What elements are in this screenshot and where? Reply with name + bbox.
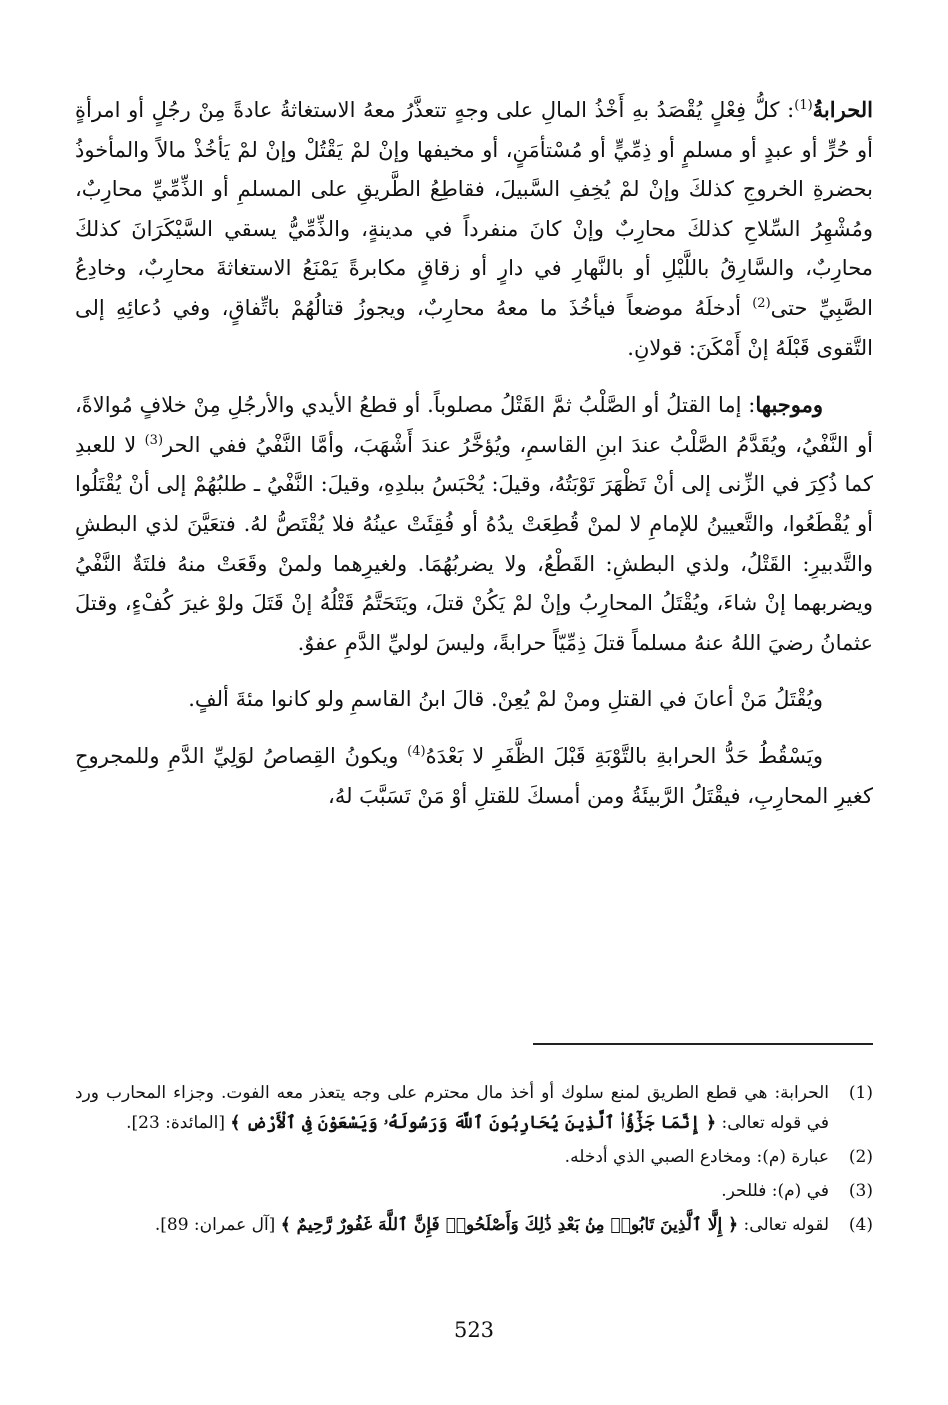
- footnote-number: (2): [848, 1147, 873, 1167]
- paragraph-punishment: [75, 385, 873, 663]
- paragraph-text: : كلُّ فِعْلٍ يُقْصَدُ بهِ أَخْذُ المالِ على وجهٍ تتعذَّرُ معهُ الاستغاثةُ عادةً مِنْ رجُلٍ أو امرأةٍ أو حُرٍّ أو عبدٍ أو مسلمٍ أو ذِمِّيٍّ أو مُسْتأمَنٍ، أو مخيفها وإنْ لمْ يَقْتُلْ وإنْ لمْ يَأخُذْ مالاً والمأخوذُ بحضرةِ الخروجِ كذلكَ وإنْ لمْ يُخِفِ السَّبيلَ، فقاطِعُ الطَّريقِ على المسلمِ أو الذِّمِّيِّ محارِبٌ، ومُشْهِرُ السِّلاحِ كذلكَ محارِبٌ وإنْ كانَ منفرداً في مدينةٍ، والذِّمِّيُّ يسقي السَّيْكَرَانَ كذلكَ محارِبٌ، والسَّارِقُ باللَّيْلِ أو بالنَّهارِ في دارٍ أو زقاقٍ مكابرةً يَمْنَعُ الاستغاثةَ محارِبٌ، وخادِعُ الصَّبِيِّ حتى: [75, 98, 874, 320]
- paragraph-accomplices: [75, 680, 873, 720]
- footnote-ref-3[interactable]: (3): [144, 432, 164, 448]
- footnote-ref-2[interactable]: (2): [752, 295, 771, 311]
- footnote-number: (1): [848, 1083, 873, 1103]
- term-mujibuha: وموجبها: [755, 392, 823, 418]
- footnote-1: [75, 1078, 873, 1138]
- paragraph-text-continued: أدخلَهُ موضعاً فيأخُذَ ما معهُ محارِبٌ، ويجوزُ قتالُهُمْ باتِّفاقٍ، وفي دُعائِهِ إلى التَّقوى قَبْلَهُ إنْ أَمْكَنَ: قولانِ.: [75, 295, 873, 360]
- footnote-text: عبارة (م): ومخادع الصبي الذي أدخله.: [564, 1147, 829, 1167]
- quran-reference: [المائدة: 23].: [126, 1113, 231, 1133]
- main-text: [75, 90, 873, 816]
- paragraph-text: ويُقْتَلُ مَنْ أعانَ في القتلِ ومنْ لمْ يُعِنْ. قالَ ابنُ القاسمِ ولو كانوا مئةَ ألفٍ.: [188, 687, 823, 712]
- footnote-ref-1[interactable]: (1): [794, 98, 813, 113]
- quran-quote: ﴿ إِلَّا ٱلَّذِينَ تَابُوا۟ مِنۢ بَعْدِ ذَٰلِكَ وَأَصْلَحُوا۟ فَإِنَّ ٱللَّهَ غَفُورٌ رَّحِيمٌ ﴾: [280, 1215, 739, 1235]
- paragraph-text: : إما القتلُ أو الصَّلْبُ ثمَّ القَتْلُ مصلوباً. أو قطعُ الأيدي والأرجُلِ مِنْ خلافٍ مُوالاةً، أو النَّفْيُ، ويُقَدَّمُ الصَّلْبُ عندَ ابنِ القاسمِ، ويُؤخَّرُ عندَ أَشْهَبَ، وأمَّا النَّفْيُ ففي الحر: [75, 393, 873, 457]
- footnote-body: لقوله تعالى:: [738, 1215, 829, 1235]
- footnote-number: (4): [848, 1215, 873, 1235]
- footnote-ref-4[interactable]: (4): [407, 743, 426, 759]
- quran-quote: ﴿ إِنَّمَا جَزَٰٓؤُا۟ ٱلَّذِينَ يُحَارِبُونَ ٱللَّهَ وَرَسُولَهُۥ وَيَسْعَوْنَ فِى ٱلْأَرْضِ ﴾: [230, 1113, 717, 1133]
- footnote-text: [75, 1210, 829, 1240]
- footnote-number: (3): [848, 1181, 873, 1201]
- footnote-2: [75, 1142, 873, 1172]
- footnotes: [75, 1078, 873, 1244]
- paragraph-text: ويَسْقُطُ حَدُّ الحرابةِ بالتَّوْبَةِ قَبْلَ الظَّفَرِ لا بَعْدَهُ: [425, 743, 823, 768]
- footnote-text: [75, 1078, 829, 1138]
- term-hirabah: الحرابةُ: [812, 97, 873, 122]
- paragraph-text-continued: ويكونُ القِصاصُ لوَلِيِّ الدَّمِ وللمجروحِ كغيرِ المحارِبِ، فيقْتَلُ الرَّبيئَةُ ومن أمسكَ للقتلِ أوْ مَنْ تَسَبَّبَ لهُ،: [75, 743, 873, 808]
- paragraph-repentance: [75, 737, 873, 816]
- footnote-4: [75, 1210, 873, 1240]
- footnote-text: في (م): فللحر.: [721, 1181, 829, 1201]
- footnote-body: الحرابة: هي قطع الطريق لمنع سلوك أو أخذ مال محترم على وجه يتعذر معه الفوت. وجزاء المحارب ورد في قوله تعالى:: [75, 1083, 829, 1133]
- paragraph-hirabah-definition: [75, 90, 873, 368]
- quran-reference: [آل عمران: 89].: [154, 1215, 281, 1235]
- paragraph-text-continued: لا للعبدِ كما ذُكِرَ في الزِّنى إلى أنْ تَظْهَرَ تَوْبَتُهُ، وقيلَ: يُحْبَسُ ببلدِهِ، وقيلَ: النَّفْيُ ـ طلبُهُمْ إلى أنْ يُقْتَلُوا أو يُقْطَعُوا، والتَّعيينُ للإمامِ لا لمنْ قُطِعَتْ يدُهُ أو فُقِئَتْ عينُهُ فلا يُقْتَصُّ لهُ. فتعَيَّنَ لذي البطشِ والتَّدبيرِ: القَتْلُ، ولذي البطشِ: القَطْعُ، ولا يضربُهُمَا. ولغيرِهما ولمنْ وقَعَتْ منهُ فلتَةٌ النَّفْيُ ويضربهما إنْ شاءَ، ويُقْتَلُ المحارِبُ وإنْ لمْ يَكُنْ قتلَ، ويَتَحَتَّمُ قَتْلُهُ إنْ قَتَلَ ولوْ غيرَ كُفْءٍ، وقتلَ عثمانُ رضيَ اللهُ عنهُ مسلماً قتلَ ذِمِّيّاً حرابةً، وليسَ لوليِّ الدَّمِ عفوٌ.: [75, 432, 873, 655]
- footnote-divider: [533, 1043, 873, 1045]
- footnote-3: [75, 1176, 873, 1206]
- page-number: 523: [453, 1318, 495, 1342]
